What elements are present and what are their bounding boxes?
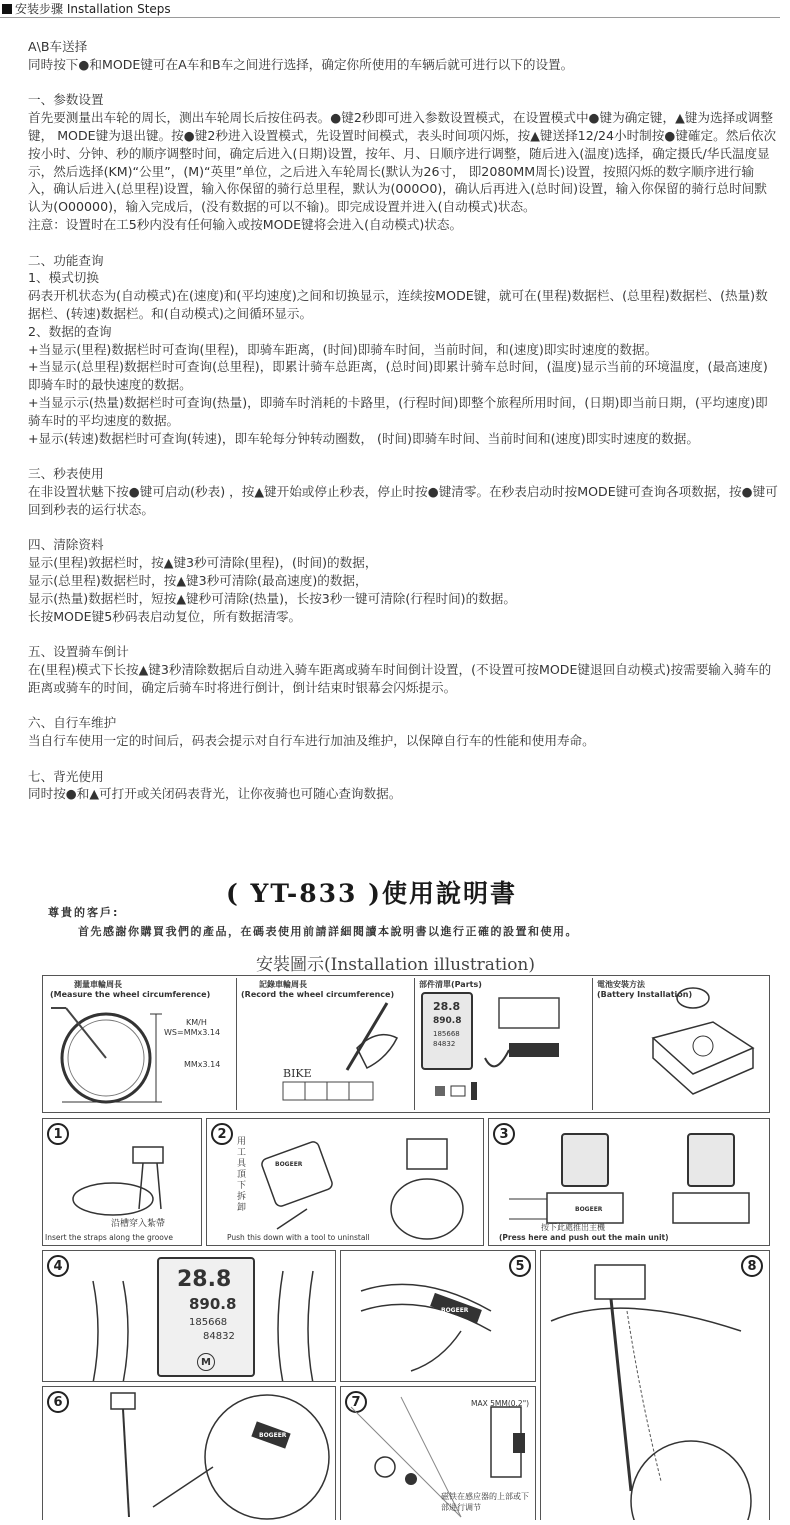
instruction-line: 1、模式切换 <box>28 270 99 286</box>
section-header <box>0 0 780 18</box>
push-out-illustration <box>489 1119 770 1246</box>
blank-line <box>28 447 778 465</box>
step3-caption-cn: 按下此處推出主機 <box>541 1223 605 1232</box>
step4-panel <box>42 1250 336 1382</box>
step-number: 7 <box>345 1391 367 1413</box>
step4-lcd-row4: 84832 <box>203 1331 235 1342</box>
step-number: 4 <box>47 1255 69 1277</box>
blank-line <box>28 74 778 92</box>
instruction-text <box>28 38 778 803</box>
instruction-line: 2、数据的查询 <box>28 323 112 339</box>
measure-panel <box>46 978 231 1110</box>
step1-caption-cn: 沿槽穿入紮帶 <box>111 1219 166 1229</box>
step7-caption-cn: 磁铁在感应器的上部或下部进行调节 <box>441 1492 529 1512</box>
step4-lcd-speed: 28.8 <box>177 1267 232 1292</box>
battery-illustration <box>593 978 768 1110</box>
instruction-line: 七、背光使用 <box>28 768 104 784</box>
step4-computer-display <box>157 1257 255 1377</box>
parts-lcd-row3: 185668 <box>433 1030 460 1038</box>
step-number: 3 <box>493 1123 515 1145</box>
instruction-line: 显示(里程)敦据栏时，按▲键3秒可清除(里程)，(时间)的数据， <box>28 555 378 571</box>
record-panel <box>236 978 411 1110</box>
blank-line <box>28 234 778 252</box>
manual-page <box>36 860 776 1520</box>
battery-panel <box>592 978 768 1110</box>
record-label-en: (Record the wheel circumference) <box>241 990 395 999</box>
step2-panel <box>206 1118 484 1246</box>
manual-intro: 首先感謝你購買我們的產品，在碼表使用前請詳細閱讀本說明書以進行正確的設置和使用。 <box>78 925 578 938</box>
uninstall-illustration <box>207 1119 484 1246</box>
instruction-line: 一、参数设置 <box>28 92 104 108</box>
instruction-line: 在非设置状魅下按●键可启动(秒表) ，按▲键开始或停止秒表，停止时按●键清零。在秒表启动时按MODE键可查询各项数据，按●键可回到秒表的运行状态。 <box>28 483 778 517</box>
record-label-cn: 記錄車輪周長 <box>259 980 307 989</box>
step-number: 1 <box>47 1123 69 1145</box>
blank-line <box>28 519 778 537</box>
instruction-line: 在(里程)模式下长按▲键3秒清除数据后自动进入骑车距离或骑车时间倒计设置，(不设置可按MODE键退回自动模式)按需要输入骑车的距离或骑车的时间，确定后骑车时将进行倒计，倒计结束时银幕会闪烁提示。 <box>28 661 772 695</box>
step1-panel <box>42 1118 202 1246</box>
mode-button: M <box>197 1353 215 1371</box>
instruction-line: 六、自行车维护 <box>28 715 117 731</box>
instruction-line: 码表开机状态为(自动模式)在(速度)和(平均速度)之间和切换显示，连续按MODE键，就可在(里程)数据栏、(总里程)数据栏、(热量)数据栏、(转速)数据栏。和(自动模式)之间循环显示。 <box>28 288 768 321</box>
instruction-line: 长按MODE键5秒码表启动复位，所有数据清零。 <box>28 608 302 624</box>
step3-caption-en: (Press here and push out the main unit) <box>499 1233 669 1242</box>
step-number: 8 <box>741 1255 763 1277</box>
formula-ws: WS=MMx3.14 <box>164 1028 221 1037</box>
step5-panel <box>340 1250 536 1382</box>
step-number: 6 <box>47 1391 69 1413</box>
section-title: 安装步骤 Installation Steps <box>15 2 171 16</box>
pen-icon <box>237 978 411 1110</box>
parts-panel <box>414 978 589 1110</box>
instruction-line: +当显示示(热量)数据栏时可查询(热量)，即骑车时消耗的卡路里，(行程时间)即整个旅程所用时间，(日期)即当前日期，(平均速度)即骑车时的平均速度的数据。 <box>28 394 768 428</box>
step-number: 2 <box>211 1123 233 1145</box>
instruction-line: 显示(总里程)数据栏时，按▲键3秒可清除(最高速度)的数据， <box>28 572 368 588</box>
instruction-line: 显示(热量)数据栏时，短按▲键秒可清除(热量)，长按3秒一键可清除(行程时间)的数据。 <box>28 590 516 606</box>
step7-max: MAX 5MM(0.2") <box>471 1399 530 1408</box>
cable-illustration <box>43 1387 336 1520</box>
instruction-line: +当显示(里程)数据栏时可查询(里程)，即骑车距离，(时间)即骑车时间，当前时间，和(速度)即实时速度的数据。 <box>28 341 658 357</box>
step1-caption-en: Insert the straps along the groove <box>45 1233 173 1242</box>
step3-panel <box>488 1118 770 1246</box>
battery-label-cn: 電池安裝方法 <box>597 980 645 989</box>
step3-brand: BOGEER <box>575 1206 603 1213</box>
instruction-line: 首先要测量出车轮的周长，测出车轮周长后按住码表。●键2秒即可进入参数设置模式，在设置模式中●键为确定键，▲键为选择或调整键， MODE键为退出键。按●键2秒进入设置模式，先设置时间模式，表头时间项闪烁，按▲键送择12/24小时制按●键確定。然后依次按小时、分钟、秒的顺序调整时间，确定后进入(日期)设置，按年、月、日顺序进行调整，随后进入(温度)选择，确定摄氏/华氏温度显示，然后选择(KM)“公里”，(M)“英里”单位，之后进入车轮周长(默认为26寸， 即2080MM周长)设置，按照闪烁的数字顺序进行输入，确认后进入(总里程)设置，输入你保留的骑行总里程，默认为(000O0)，确认后再进入(总时间)设置，输入你保留的骑行总时间默认为(O00000)，输入完成后，(没有数据的可以不输)。即完成设置并进入(自动模式)状态。 <box>28 110 777 215</box>
bike-frame-illustration <box>541 1251 770 1520</box>
blank-line <box>28 750 778 768</box>
instruction-line: 五、设置骑车倒计 <box>28 644 129 660</box>
step8-panel <box>540 1250 770 1520</box>
step5-brand: BOGEER <box>441 1307 469 1314</box>
instruction-line: +显示(转速)数据栏时可查询(转速)，即车轮每分钟转动圈数， (时间)即骑车时间、当前时间和(速度)即实时速度的数据。 <box>28 430 699 446</box>
measure-label-cn: 測量車輪周長 <box>74 980 122 989</box>
parts-label: 部件清單(Parts) <box>419 980 482 989</box>
formula-kmh: KM/H <box>186 1018 207 1027</box>
instruction-line: 四、清除资料 <box>28 537 104 553</box>
measure-label-en: (Measure the wheel circumference) <box>50 990 211 999</box>
instruction-line: 三、秒表使用 <box>28 466 104 482</box>
formula-mm: MMx3.14 <box>184 1060 221 1069</box>
wheel-illustration <box>46 978 231 1110</box>
step4-lcd-row3: 185668 <box>189 1317 228 1328</box>
parts-lcd-distance: 890.8 <box>433 1016 462 1026</box>
instruction-line: 当自行车使用一定的时间后，码表会提示对自行车进行加油及维护，以保障自行车的性能和使用寿命。 <box>28 733 595 749</box>
parts-lcd-speed: 28.8 <box>433 1000 461 1013</box>
blank-line <box>28 625 778 643</box>
step-number: 5 <box>509 1255 531 1277</box>
parts-lcd-row4: 84832 <box>433 1040 456 1048</box>
illustration-heading: 安裝圖示(Installation illustration) <box>256 955 536 975</box>
instruction-line: 同时按●和▲可打开或关闭码表背光，让你夜骑也可随心查询数据。 <box>28 786 402 802</box>
step4-lcd-distance: 890.8 <box>189 1295 237 1313</box>
step6-panel <box>42 1386 336 1520</box>
instruction-line: 二、功能查询 <box>28 252 104 268</box>
instruction-line: A\B车送择 <box>28 39 88 54</box>
step2-brand: BOGEER <box>275 1161 303 1168</box>
sensor-illustration <box>341 1251 536 1382</box>
blank-line <box>28 696 778 714</box>
step7-panel <box>340 1386 536 1520</box>
instruction-line: 同時按下●和MODE键可在A车和B车之间进行选择，确定你所使用的车辆后就可进行以下的设置。 <box>28 56 574 72</box>
battery-label-en: (Battery Installation) <box>597 990 693 999</box>
parts-illustration <box>415 978 589 1110</box>
manual-title: ( YT-833 )使用說明書 <box>226 879 517 908</box>
step2-vertical-cn: 用工具頂下拆卸 <box>237 1137 247 1213</box>
square-bullet-icon <box>2 4 12 14</box>
manual-greeting: 尊貴的客戶: <box>48 906 120 919</box>
step2-caption-en: Push this down with a tool to uninstall <box>227 1233 370 1242</box>
step6-brand: BOGEER <box>259 1432 287 1439</box>
bike-label: BIKE <box>283 1067 312 1080</box>
instruction-line: +当显示(总里程)数据栏时可查询(总里程)，即累计骑车总距离，(总时间)即累计骑车总时间，(温度)显示当前的环境温度，(最高速度)即骑车时的最快速度的数据。 <box>28 359 768 393</box>
instruction-line: 注意：设置时在工5秒内没有任何输入或按MODE键将会进入(自动模式)状态。 <box>28 216 463 232</box>
